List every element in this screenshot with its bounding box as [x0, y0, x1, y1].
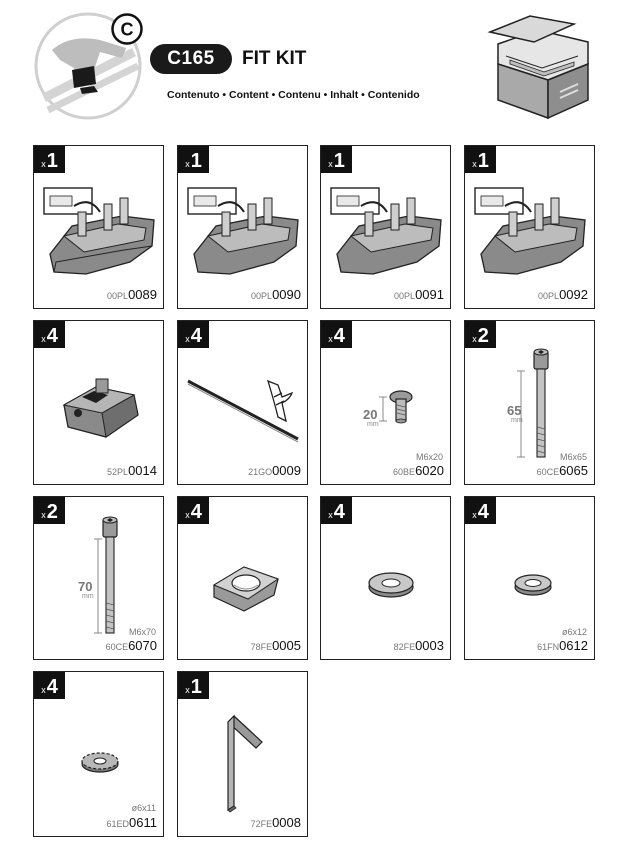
part-code: 00PL0089 — [107, 287, 157, 302]
length-value: 65 — [507, 403, 522, 418]
quantity-badge: x 1 — [321, 146, 352, 173]
part-code: 00PL0092 — [538, 287, 588, 302]
part-card — [464, 496, 595, 660]
part-code: 00PL0091 — [394, 287, 444, 302]
part-card — [464, 145, 595, 309]
part-card — [177, 496, 308, 660]
kit-box-icon — [478, 8, 608, 126]
model-badge: C165 — [150, 44, 232, 74]
part-card — [464, 320, 595, 485]
part-code: 61ED0611 — [106, 815, 157, 830]
part-spec: M6x70 — [128, 627, 156, 637]
length-value: 70 — [78, 579, 93, 594]
svg-text:C: C — [120, 19, 134, 40]
part-spec: ø6x11 — [131, 803, 156, 813]
quantity-badge: x 1 — [178, 672, 209, 699]
contents-line: Contenuto • Content • Contenu • Inhalt • Contenido — [167, 89, 420, 101]
part-code: 61FN0612 — [537, 638, 588, 653]
length-unit: mm — [82, 593, 94, 600]
quantity-badge: x 4 — [178, 321, 209, 348]
part-card — [320, 496, 451, 660]
length-unit: mm — [367, 421, 379, 428]
part-card — [33, 145, 164, 309]
quantity-badge: x 4 — [34, 321, 65, 348]
part-code: 60CE6070 — [105, 638, 157, 653]
part-spec: M6x65 — [559, 452, 587, 462]
part-code: 60CE6065 — [536, 463, 588, 478]
category-c-icon — [110, 12, 144, 46]
part-code: 52PL0014 — [107, 463, 157, 478]
part-code: 60BE6020 — [393, 463, 444, 478]
part-card — [177, 320, 308, 485]
quantity-badge: x 4 — [465, 497, 496, 524]
part-card — [177, 671, 308, 837]
part-card — [33, 671, 164, 837]
quantity-badge: x 4 — [34, 672, 65, 699]
part-code: 78FE0005 — [250, 638, 301, 653]
part-code: 21GO0009 — [248, 463, 301, 478]
quantity-badge: x 4 — [321, 497, 352, 524]
quantity-badge: x 2 — [34, 497, 65, 524]
part-card — [33, 496, 164, 660]
part-card — [177, 145, 308, 309]
part-code: 72FE0008 — [250, 815, 301, 830]
part-code: 82FE0003 — [393, 638, 444, 653]
length-value: 20 — [363, 407, 378, 422]
quantity-badge: x 4 — [178, 497, 209, 524]
quantity-badge: x 2 — [465, 321, 496, 348]
quantity-badge: x 1 — [34, 146, 65, 173]
length-unit: mm — [511, 417, 523, 424]
part-code: 00PL0090 — [251, 287, 301, 302]
part-spec: M6x20 — [415, 452, 443, 462]
part-card — [320, 145, 451, 309]
quantity-badge: x 1 — [465, 146, 496, 173]
quantity-badge: x 1 — [178, 146, 209, 173]
part-card — [33, 320, 164, 485]
quantity-badge: x 4 — [321, 321, 352, 348]
kit-title: FIT KIT — [242, 48, 307, 69]
part-card — [320, 320, 451, 485]
part-spec: ø6x12 — [561, 627, 587, 637]
